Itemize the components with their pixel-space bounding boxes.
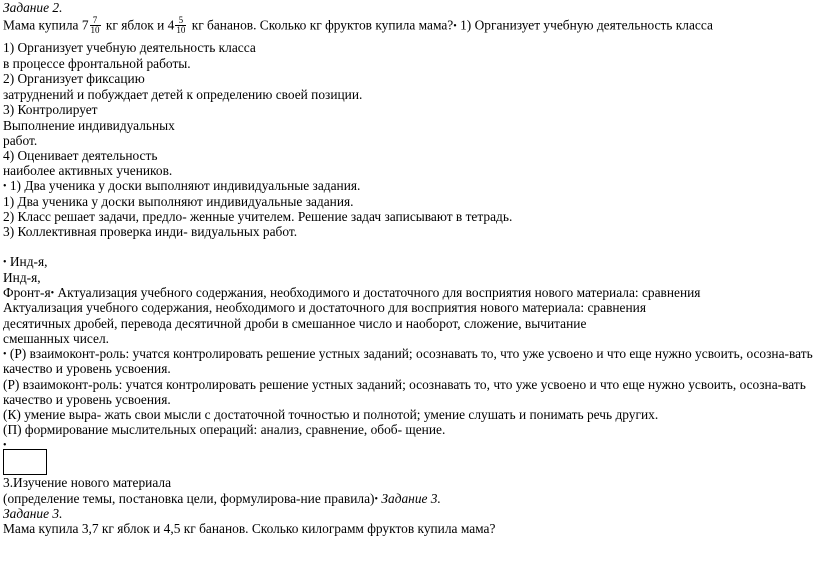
teacher-line-4: затруднений и побуждает детей к определению своей позиции. [3, 87, 363, 102]
bullet-icon: • [3, 257, 7, 268]
teacher-line-5: 3) Контролирует [3, 102, 98, 117]
stage-line-2 [3, 491, 441, 509]
students-line-4: 3) Коллективная проверка инди- видуальных работ. [3, 224, 298, 239]
uud-line-4: качество и уровень усвоения. [3, 392, 171, 407]
fraction-numerator: 5 [175, 16, 186, 26]
teacher-line-2: в процессе фронтальной работы. [3, 56, 191, 71]
task-2-problem [3, 17, 713, 36]
uud-line-5: (К) умение выра- жать свои мысли с достаточной точностью и полнотой; умение слушать и понимать речь других. [3, 407, 659, 422]
stage-text-2: (определение темы, постановка цели, формулирова-ние правила) [3, 491, 375, 506]
problem-text-2: кг яблок и 4 [105, 17, 175, 33]
stage-line-1: 3.Изучение нового материала [3, 475, 172, 490]
task-3-inline-heading: Задание 3. [378, 491, 441, 506]
teacher-line-1: 1) Организует учебную деятельность класса [3, 40, 256, 55]
forms-text-3b: Актуализация учебного содержания, необходимого и достаточного для восприятия нового материала: сравнения [54, 285, 701, 300]
bullet-icon: • [50, 288, 55, 299]
bullet-icon: • [453, 20, 457, 32]
students-text-1: 1) Два ученика у доски выполняют индивидуальные задания. [6, 178, 361, 193]
task-3-heading: Задание 3. [3, 506, 63, 521]
teacher-line-6: Выполнение индивидуальных [3, 118, 175, 133]
uud-text-1: (Р) взаимоконт-роль: учатся контролировать решение устных заданий; осознавать то, что уже усвоено и что еще нужно усвоить, осозна-вать [6, 346, 813, 361]
bullet-icon: • [3, 181, 7, 192]
forms-text-1: Инд-я, [6, 254, 48, 269]
fraction-numerator: 7 [90, 16, 101, 26]
bullet-icon: • [374, 494, 379, 505]
problem-tail: 1) Организует учебную деятельность класса [456, 17, 713, 33]
teacher-line-9: наиболее активных учеников. [3, 163, 173, 178]
problem-text-1: Мама купила 7 [3, 17, 89, 33]
bullet-icon: • [3, 440, 7, 451]
forms-line-6: смешанных чисел. [3, 331, 109, 346]
forms-line-5: десятичных дробей, перевода десятичной дроби в смешанное число и наоборот, сложение, вычитание [3, 316, 587, 331]
forms-line-4: Актуализация учебного содержания, необходимого и достаточного для восприятия нового материала: сравнения [3, 300, 646, 315]
fraction-5-10 [175, 16, 186, 35]
teacher-line-7: работ. [3, 133, 38, 148]
forms-line-2: Инд-я, [3, 270, 41, 285]
fraction-denominator: 10 [176, 25, 186, 35]
forms-text-3a: Фронт-я [3, 285, 51, 300]
bullet-icon: • [3, 349, 7, 360]
fraction-7-10 [90, 16, 101, 35]
empty-box [3, 449, 47, 475]
uud-line-6: (П) формирование мыслительных операций: анализ, сравнение, обоб- щение. [3, 422, 446, 437]
uud-line-3: (Р) взаимоконт-роль: учатся контролировать решение устных заданий; осознавать то, что уже усвоено и что еще нужно усвоить, осозна-вать [3, 377, 806, 392]
problem-text-3: кг бананов. Сколько кг фруктов купила мама? [191, 17, 454, 33]
task-2-heading: Задание 2. [3, 0, 63, 15]
teacher-line-3: 2) Организует фиксацию [3, 71, 145, 86]
task-3-problem: Мама купила 3,7 кг яблок и 4,5 кг бананов. Сколько килограмм фруктов купила мама? [3, 521, 496, 536]
students-line-2: 1) Два ученика у доски выполняют индивидуальные задания. [3, 194, 354, 209]
students-line-3: 2) Класс решает задачи, предло- женные учителем. Решение задач записывают в тетрадь. [3, 209, 513, 224]
uud-line-2: качество и уровень усвоения. [3, 361, 171, 376]
fraction-denominator: 10 [90, 25, 100, 35]
teacher-line-8: 4) Оценивает деятельность [3, 148, 158, 163]
